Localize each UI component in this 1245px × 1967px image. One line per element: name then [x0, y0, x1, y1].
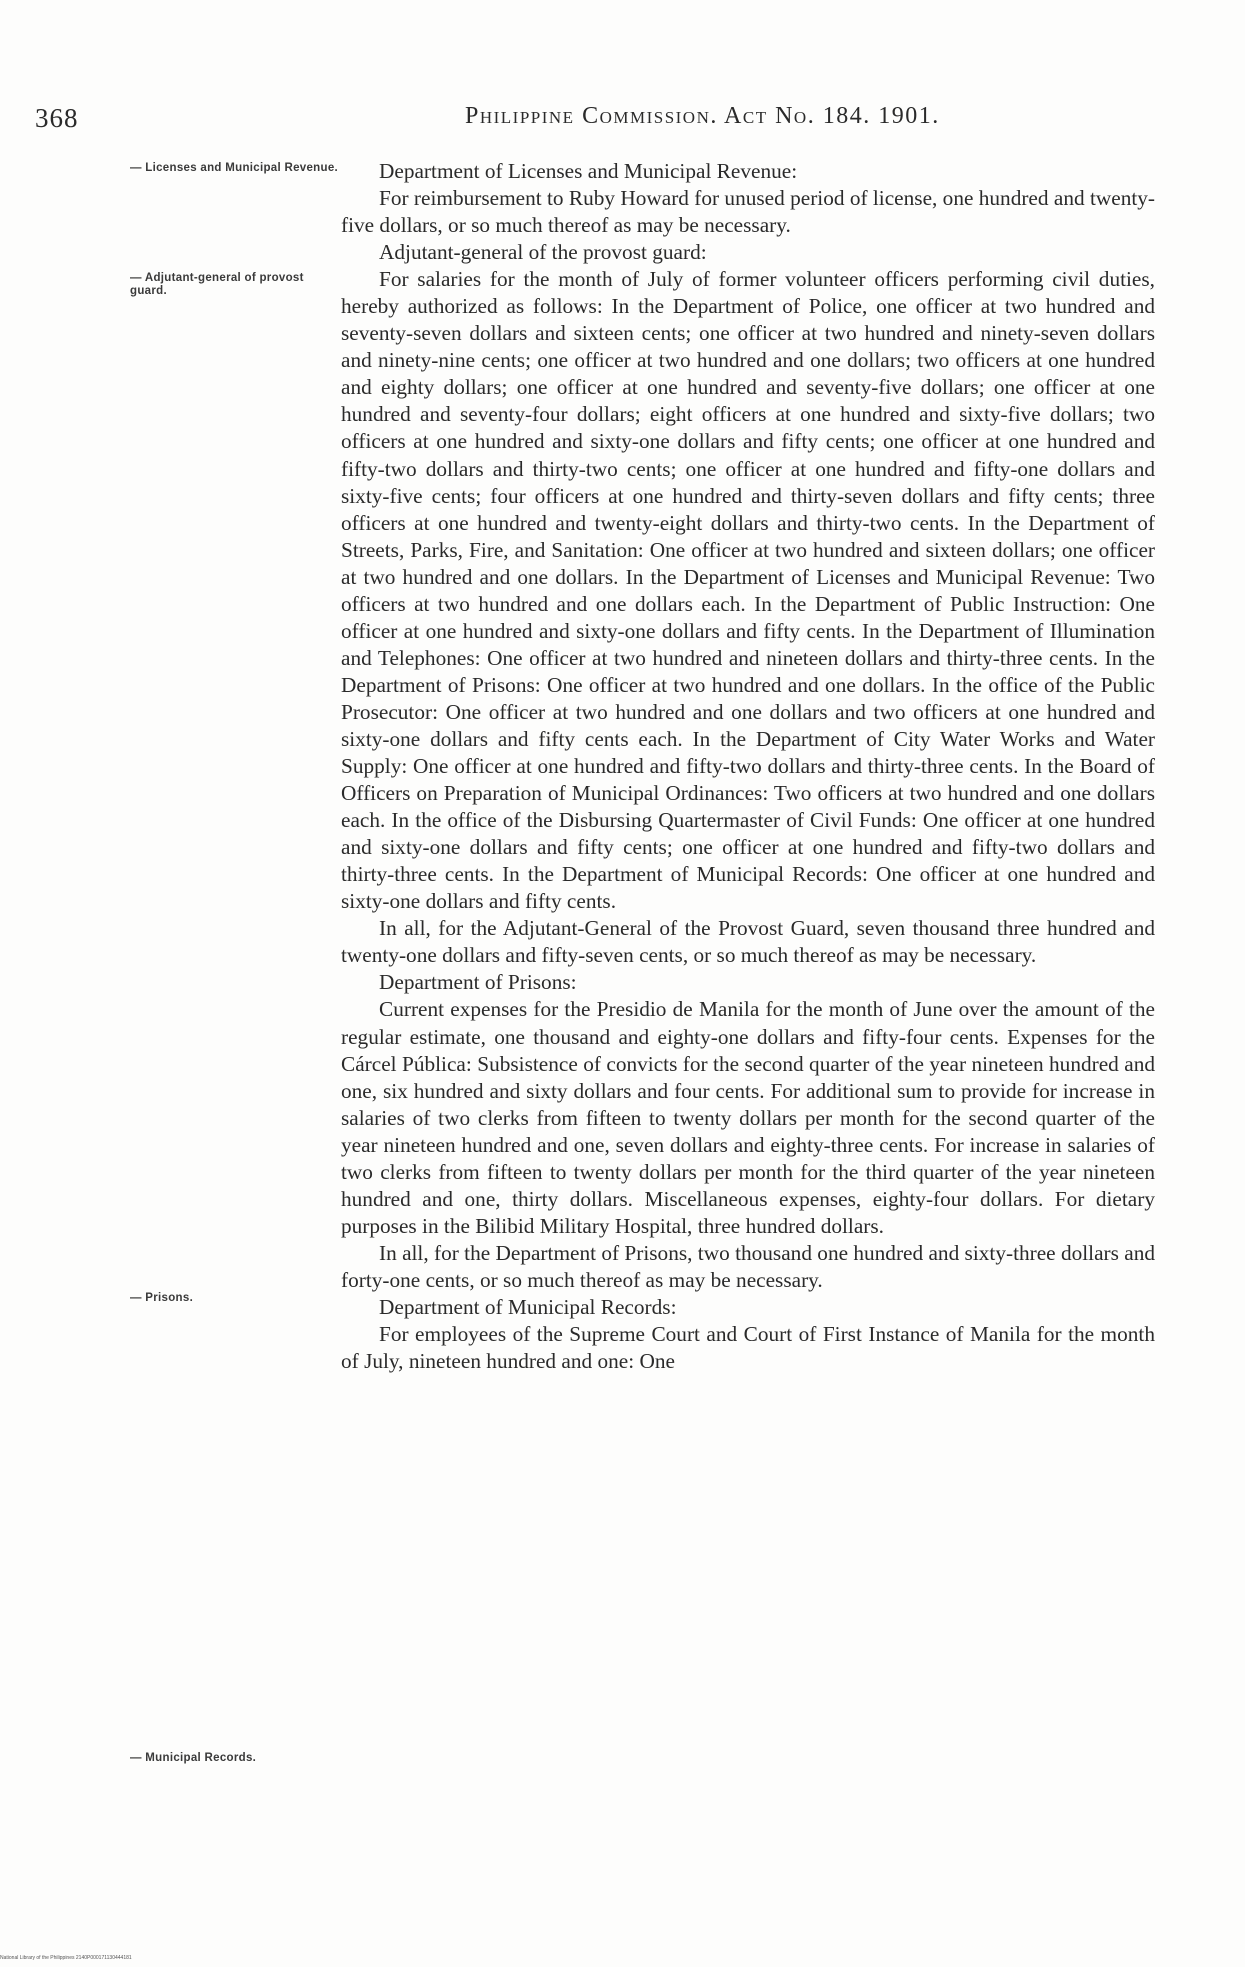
section-heading-prisons: Department of Prisons: — [379, 970, 577, 995]
page-number: 368 — [35, 103, 79, 133]
scan-credit: National Library of the Philippines 2140P000171130444181 — [0, 1955, 132, 1961]
margin-note-adjutant: — Adjutant-general of provost guard. — [130, 272, 304, 297]
running-head: Philippine Commission. Act No. 184. 1901. — [465, 103, 940, 129]
margin-note-prisons: — Prisons. — [130, 1292, 194, 1304]
body-text — [341, 158, 1155, 1375]
margin-note-licenses: — Licenses and Municipal Revenue. — [130, 162, 339, 174]
paragraph: In all, for the Adjutant-General of the Provost Guard, seven thousand three hundred and twenty-one dollars and fifty-seven cents, or so much thereof as may be necessary. — [341, 916, 1155, 968]
margin-note-municipal-records: — Municipal Records. — [130, 1752, 257, 1764]
section-heading-licenses: Department of Licenses and Municipal Revenue: — [379, 159, 798, 183]
paragraph: For employees of the Supreme Court and Court of First Instance of Manila for the month of July, nineteen hundred and one: One — [341, 1322, 1155, 1374]
section-heading-municipal-records: Department of Municipal Records: — [379, 1294, 677, 1319]
paragraph: For salaries for the month of July of former volunteer officers performing civil duties, hereby authorized as follows: In the Department of Police, one officer at two hundred and seventy-seven dollars and sixteen cents; one officer at two hundred and ninety-seven dollars and ninety-nine cents; one officer at two hundred and one dollars; two officers at one hundred and eighty dollars; one officer at one hundred and seventy-five dollars; one officer at one hundred and seventy-four dollars; eight officers at one hundred and sixty-five dollars; two officers at one hundred and sixty-one dollars and fifty cents; one officer at one hundred and fifty-two dollars and thirty-two cents; one officer at one hundred and fifty-one dollars and sixty-five cents; four officers at one hundred and thirty-seven dollars and fifty cents; three officers at one hundred and twenty-eight dollars and thirty-two cents. In the Department of Streets, Parks, Fire, and Sanitation: One officer at two hundred and sixteen dollars; one officer at two hundred and one dollars. In the Department of Licenses and Municipal Revenue: Two officers at two hundred and one dollars each. In the Department of Public Instruction: One officer at one hundred and sixty-one dollars and fifty cents. In the Department of Illumination and Telephones: One officer at two hundred and nineteen dollars and thirty-three cents. In the Department of Prisons: One officer at two hundred and one dollars. In the office of the Public Prosecutor: One officer at two hundred and one dollars and two officers at one hundred and sixty-one dollars and fifty cents each. In the Department of City Water Works and Water Supply: One officer at one hundred and fifty-two dollars and thirty-three cents. In the Board of Officers on Preparation of Municipal Ordinances: Two officers at two hundred and one dollars each. In the office of the Disbursing Quartermaster of Civil Funds: One officer at one hundred and sixty-one dollars and fifty cents; one officer at one hundred and fifty-two dollars and thirty-three cents. In the Department of Municipal Records: One officer at one hundred and sixty-one dollars and fifty cents. — [341, 267, 1155, 914]
paragraph: Current expenses for the Presidio de Manila for the month of June over the amount of the regular estimate, one thousand and eighty-one dollars and fifty-four cents. Expenses for the Cárcel Pública: Subsistence of convicts for the second quarter of the year nineteen hundred and one, six hundred and sixty dollars and four cents. For additional sum to provide for increase in salaries of two clerks from fifteen to twenty dollars per month for the second quarter of the year nineteen hundred and one, seven dollars and eighty-three cents. For increase in salaries of two clerks from fifteen to twenty dollars per month for the third quarter of the year nineteen hundred and one, thirty dollars. Miscellaneous expenses, eighty-four dollars. For dietary purposes in the Bilibid Military Hospital, three hundred dollars. — [341, 997, 1155, 1238]
section-heading-adjutant: Adjutant-general of the provost guard: — [379, 240, 707, 265]
paragraph: For reimbursement to Ruby Howard for unused period of license, one hundred and twenty-five dollars, or so much thereof as may be necessary. — [341, 186, 1155, 238]
paragraph: In all, for the Department of Prisons, two thousand one hundred and sixty-three dollars and forty-one cents, or so much thereof as may be necessary. — [341, 1240, 1155, 1292]
